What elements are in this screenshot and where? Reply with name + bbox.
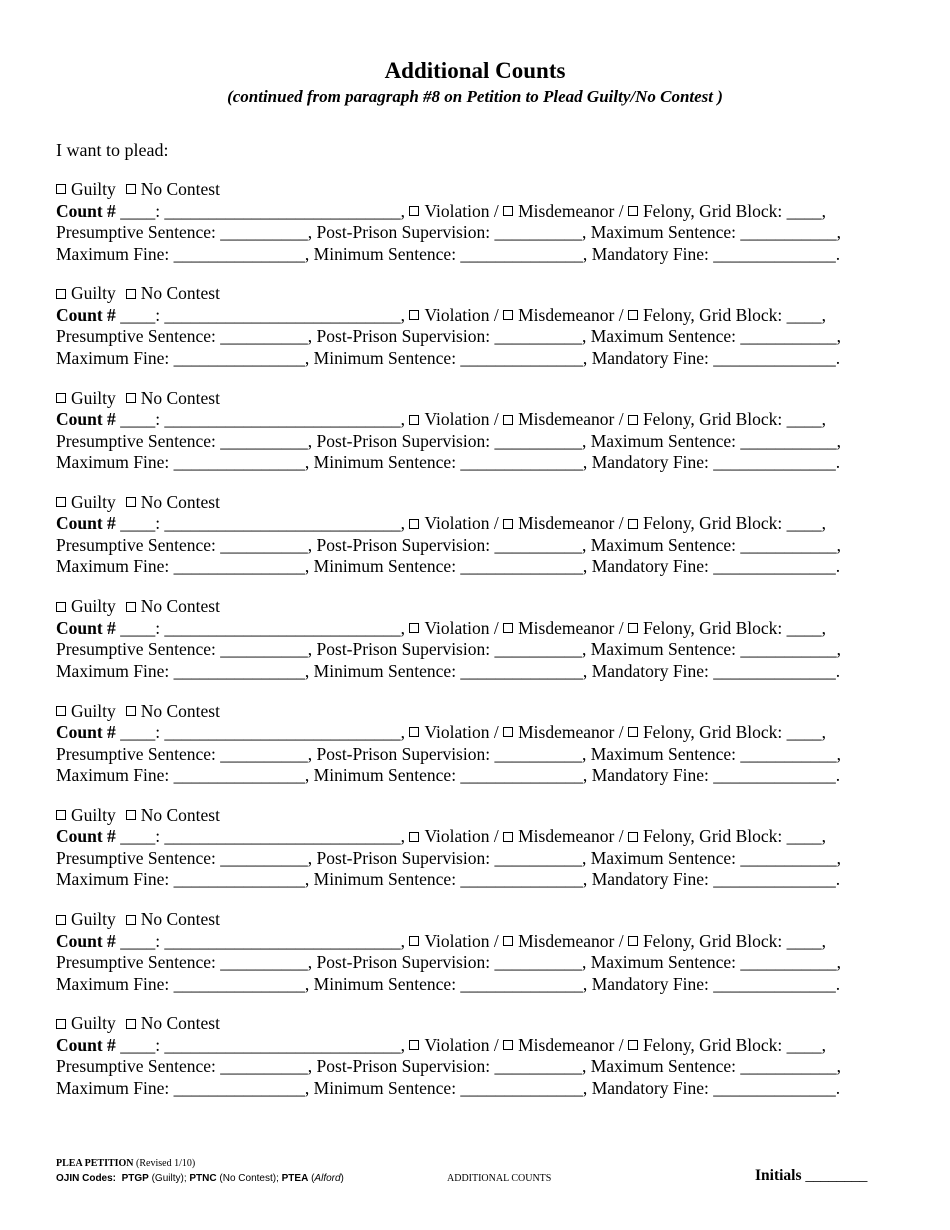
- felony-grid-block-field[interactable]: Felony, Grid Block: ____,: [642, 826, 827, 847]
- count-block: [56, 596, 896, 682]
- misdemeanor-label: Misdemeanor /: [518, 826, 628, 847]
- count-block: [56, 179, 896, 265]
- count-number-field[interactable]: ____: ___________________________,: [115, 513, 410, 534]
- guilty-label: Guilty: [71, 1013, 116, 1034]
- page-title: Additional Counts: [384, 58, 566, 83]
- guilty-label: Guilty: [71, 700, 116, 721]
- plea-choice-row: [56, 805, 896, 827]
- count-number-field[interactable]: ____: ___________________________,: [115, 930, 410, 951]
- presumptive-sentence-field[interactable]: Presumptive Sentence: __________,: [56, 952, 317, 973]
- mandatory-fine-field[interactable]: Mandatory Fine: ______________.: [591, 973, 841, 994]
- no-contest-checkbox[interactable]: [126, 497, 136, 507]
- felony-grid-block-field[interactable]: Felony, Grid Block: ____,: [642, 304, 827, 325]
- count-block: [56, 909, 896, 995]
- sentence-row: [56, 744, 896, 766]
- felony-grid-block-field[interactable]: Felony, Grid Block: ____,: [642, 722, 827, 742]
- violation-checkbox[interactable]: [409, 832, 419, 842]
- count-label: Count #: [56, 826, 116, 847]
- count-label: Count #: [56, 930, 116, 951]
- fine-row: [56, 348, 896, 370]
- presumptive-sentence-field[interactable]: Presumptive Sentence: __________,: [56, 1056, 317, 1077]
- guilty-checkbox[interactable]: [56, 497, 66, 507]
- maximum-fine-field[interactable]: Maximum Fine: _______________,: [56, 452, 314, 473]
- no-contest-label: No Contest: [140, 596, 220, 617]
- no-contest-label: No Contest: [140, 700, 220, 721]
- fine-row: [56, 452, 896, 474]
- presumptive-sentence-field[interactable]: Presumptive Sentence: __________,: [56, 326, 317, 347]
- felony-grid-block-field[interactable]: Felony, Grid Block: ____,: [642, 513, 827, 534]
- minimum-sentence-field[interactable]: Minimum Sentence: ______________,: [313, 243, 592, 264]
- maximum-fine-field[interactable]: Maximum Fine: _______________,: [56, 973, 314, 994]
- post-prison-supervision-field[interactable]: Post-Prison Supervision: __________,: [316, 847, 591, 868]
- guilty-label: Guilty: [71, 387, 116, 408]
- misdemeanor-checkbox[interactable]: [503, 519, 513, 529]
- fine-row: [56, 869, 896, 891]
- misdemeanor-label: Misdemeanor /: [518, 1034, 628, 1055]
- initials-field[interactable]: [755, 1167, 867, 1185]
- count-row: [56, 201, 896, 223]
- plea-choice-row: [56, 909, 896, 931]
- footer-section-name: ADDITIONAL COUNTS: [447, 1173, 552, 1184]
- ptgp-desc: (Guilty);: [151, 1173, 187, 1184]
- no-contest-label: No Contest: [140, 283, 220, 304]
- guilty-checkbox[interactable]: [56, 706, 66, 716]
- mandatory-fine-field[interactable]: Mandatory Fine: ______________.: [591, 452, 841, 473]
- violation-checkbox[interactable]: [409, 623, 419, 633]
- plea-intro: I want to plead:: [56, 140, 169, 160]
- violation-label: Violation /: [424, 200, 504, 221]
- count-number-field[interactable]: ____: ___________________________,: [115, 722, 410, 742]
- violation-label: Violation /: [424, 304, 504, 325]
- no-contest-checkbox[interactable]: [126, 602, 136, 612]
- mandatory-fine-field[interactable]: Mandatory Fine: ______________.: [591, 243, 841, 264]
- violation-checkbox[interactable]: [409, 415, 419, 425]
- minimum-sentence-field[interactable]: Minimum Sentence: ______________,: [313, 556, 592, 577]
- mandatory-fine-field[interactable]: Mandatory Fine: ______________.: [591, 1077, 841, 1098]
- count-row: [56, 1035, 896, 1057]
- guilty-checkbox[interactable]: [56, 1019, 66, 1029]
- maximum-sentence-field[interactable]: Maximum Sentence: ___________,: [590, 743, 842, 764]
- fine-row: [56, 765, 896, 787]
- felony-checkbox[interactable]: [628, 519, 638, 529]
- misdemeanor-checkbox[interactable]: [503, 832, 513, 842]
- ojin-codes-label: OJIN Codes:: [56, 1173, 117, 1184]
- felony-grid-block-field[interactable]: Felony, Grid Block: ____,: [642, 1034, 827, 1055]
- maximum-sentence-field[interactable]: Maximum Sentence: ___________,: [590, 326, 842, 347]
- minimum-sentence-field[interactable]: Minimum Sentence: ______________,: [313, 973, 592, 994]
- no-contest-label: No Contest: [140, 909, 220, 930]
- sentence-row: [56, 326, 896, 348]
- no-contest-label: No Contest: [140, 491, 220, 512]
- no-contest-checkbox[interactable]: [126, 810, 136, 820]
- violation-checkbox[interactable]: [409, 936, 419, 946]
- maximum-fine-field[interactable]: Maximum Fine: _______________,: [56, 869, 314, 890]
- count-block: [56, 805, 896, 891]
- count-number-field[interactable]: ____: ___________________________,: [115, 304, 410, 325]
- misdemeanor-label: Misdemeanor /: [518, 304, 628, 325]
- count-row: [56, 513, 896, 535]
- violation-label: Violation /: [424, 513, 504, 534]
- no-contest-label: No Contest: [140, 387, 220, 408]
- maximum-sentence-field[interactable]: Maximum Sentence: ___________,: [590, 847, 842, 868]
- guilty-checkbox[interactable]: [56, 810, 66, 820]
- misdemeanor-checkbox[interactable]: [503, 310, 513, 320]
- maximum-fine-field[interactable]: Maximum Fine: _______________,: [56, 660, 314, 681]
- violation-label: Violation /: [424, 826, 504, 847]
- maximum-fine-field[interactable]: Maximum Fine: _______________,: [56, 243, 314, 264]
- sentence-row: [56, 952, 896, 974]
- alford-label: Alford: [314, 1173, 341, 1184]
- count-label: Count #: [56, 304, 116, 325]
- minimum-sentence-field[interactable]: Minimum Sentence: ______________,: [313, 869, 592, 890]
- count-label: Count #: [56, 513, 116, 534]
- count-block: [56, 283, 896, 369]
- misdemeanor-label: Misdemeanor /: [518, 617, 628, 638]
- fine-row: [56, 974, 896, 996]
- fine-row: [56, 661, 896, 683]
- presumptive-sentence-field[interactable]: Presumptive Sentence: __________,: [56, 847, 317, 868]
- minimum-sentence-field[interactable]: Minimum Sentence: ______________,: [313, 452, 592, 473]
- count-number-field[interactable]: ____: ___________________________,: [115, 617, 410, 638]
- post-prison-supervision-field[interactable]: Post-Prison Supervision: __________,: [316, 952, 591, 973]
- count-row: [56, 305, 896, 327]
- felony-checkbox[interactable]: [628, 415, 638, 425]
- fine-row: [56, 244, 896, 266]
- count-row: [56, 722, 896, 744]
- post-prison-supervision-field[interactable]: Post-Prison Supervision: __________,: [316, 639, 591, 660]
- count-number-field[interactable]: ____: ___________________________,: [115, 409, 410, 430]
- no-contest-label: No Contest: [140, 179, 220, 199]
- presumptive-sentence-field[interactable]: Presumptive Sentence: __________,: [56, 534, 317, 555]
- guilty-checkbox[interactable]: [56, 289, 66, 299]
- count-row: [56, 931, 896, 953]
- post-prison-supervision-field[interactable]: Post-Prison Supervision: __________,: [316, 222, 591, 242]
- no-contest-checkbox[interactable]: [126, 915, 136, 925]
- post-prison-supervision-field[interactable]: Post-Prison Supervision: __________,: [316, 1056, 591, 1077]
- count-block: [56, 1013, 896, 1099]
- maximum-sentence-field[interactable]: Maximum Sentence: ___________,: [590, 430, 842, 451]
- form-name: PLEA PETITION: [56, 1158, 134, 1169]
- felony-grid-block-field[interactable]: Felony, Grid Block: ____,: [642, 617, 827, 638]
- sentence-row: [56, 1056, 896, 1078]
- mandatory-fine-field[interactable]: Mandatory Fine: ______________.: [591, 869, 841, 890]
- guilty-checkbox[interactable]: [56, 393, 66, 403]
- guilty-checkbox[interactable]: [56, 915, 66, 925]
- footer-ojin-codes: OJIN Codes: PTGP (Guilty); PTNC (No Contest); PTEA (Alford): [56, 1173, 344, 1184]
- misdemeanor-label: Misdemeanor /: [518, 409, 628, 430]
- maximum-fine-field[interactable]: Maximum Fine: _______________,: [56, 347, 314, 368]
- maximum-fine-field[interactable]: Maximum Fine: _______________,: [56, 1077, 314, 1098]
- misdemeanor-checkbox[interactable]: [503, 1040, 513, 1050]
- guilty-label: Guilty: [71, 179, 116, 199]
- misdemeanor-checkbox[interactable]: [503, 936, 513, 946]
- mandatory-fine-field[interactable]: Mandatory Fine: ______________.: [591, 556, 841, 577]
- felony-checkbox[interactable]: [628, 727, 638, 737]
- felony-grid-block-field[interactable]: Felony, Grid Block: ____,: [642, 200, 827, 221]
- violation-label: Violation /: [424, 617, 504, 638]
- plea-choice-row: [56, 283, 896, 305]
- misdemeanor-checkbox[interactable]: [503, 206, 513, 216]
- initials-label: Initials: [755, 1167, 802, 1184]
- felony-checkbox[interactable]: [628, 206, 638, 216]
- guilty-checkbox[interactable]: [56, 184, 66, 194]
- count-row: [56, 409, 896, 431]
- fine-row: [56, 556, 896, 578]
- presumptive-sentence-field[interactable]: Presumptive Sentence: __________,: [56, 430, 317, 451]
- guilty-label: Guilty: [71, 596, 116, 617]
- fine-row: [56, 1078, 896, 1100]
- revision-date: (Revised 1/10): [136, 1158, 196, 1169]
- plea-choice-row: [56, 492, 896, 514]
- no-contest-checkbox[interactable]: [126, 184, 136, 194]
- count-label: Count #: [56, 722, 116, 742]
- post-prison-supervision-field[interactable]: Post-Prison Supervision: __________,: [316, 326, 591, 347]
- count-label: Count #: [56, 409, 116, 430]
- guilty-checkbox[interactable]: [56, 602, 66, 612]
- felony-grid-block-field[interactable]: Felony, Grid Block: ____,: [642, 930, 827, 951]
- count-label: Count #: [56, 1034, 116, 1055]
- post-prison-supervision-field[interactable]: Post-Prison Supervision: __________,: [316, 743, 591, 764]
- no-contest-checkbox[interactable]: [126, 289, 136, 299]
- count-row: [56, 826, 896, 848]
- ptea-code: PTEA: [281, 1173, 309, 1184]
- count-block: [56, 492, 896, 578]
- count-number-field[interactable]: ____: ___________________________,: [115, 1034, 410, 1055]
- maximum-sentence-field[interactable]: Maximum Sentence: ___________,: [590, 222, 842, 242]
- count-label: Count #: [56, 617, 116, 638]
- felony-checkbox[interactable]: [628, 1040, 638, 1050]
- sentence-row: [56, 431, 896, 453]
- count-block: [56, 388, 896, 474]
- sentence-row: [56, 535, 896, 557]
- guilty-label: Guilty: [71, 491, 116, 512]
- maximum-sentence-field[interactable]: Maximum Sentence: ___________,: [590, 952, 842, 973]
- no-contest-checkbox[interactable]: [126, 1019, 136, 1029]
- violation-checkbox[interactable]: [409, 206, 419, 216]
- minimum-sentence-field[interactable]: Minimum Sentence: ______________,: [313, 660, 592, 681]
- guilty-label: Guilty: [71, 909, 116, 930]
- misdemeanor-label: Misdemeanor /: [518, 513, 628, 534]
- minimum-sentence-field[interactable]: Minimum Sentence: ______________,: [313, 347, 592, 368]
- felony-grid-block-field[interactable]: Felony, Grid Block: ____,: [642, 409, 827, 430]
- no-contest-label: No Contest: [140, 1013, 220, 1034]
- maximum-sentence-field[interactable]: Maximum Sentence: ___________,: [590, 534, 842, 555]
- page-subtitle: (continued from paragraph #8 on Petition to Plead Guilty/No Contest ): [227, 87, 723, 106]
- violation-checkbox[interactable]: [409, 519, 419, 529]
- violation-checkbox[interactable]: [409, 310, 419, 320]
- violation-checkbox[interactable]: [409, 727, 419, 737]
- maximum-sentence-field[interactable]: Maximum Sentence: ___________,: [590, 639, 842, 660]
- violation-label: Violation /: [424, 1034, 504, 1055]
- violation-label: Violation /: [424, 722, 504, 742]
- sentence-row: [56, 639, 896, 661]
- felony-checkbox[interactable]: [628, 623, 638, 633]
- no-contest-checkbox[interactable]: [126, 706, 136, 716]
- no-contest-checkbox[interactable]: [126, 393, 136, 403]
- ptnc-desc: (No Contest);: [219, 1173, 279, 1184]
- count-number-field[interactable]: ____: ___________________________,: [115, 826, 410, 847]
- count-number-field[interactable]: ____: ___________________________,: [115, 200, 410, 221]
- misdemeanor-label: Misdemeanor /: [518, 930, 628, 951]
- no-contest-label: No Contest: [140, 804, 220, 825]
- presumptive-sentence-field[interactable]: Presumptive Sentence: __________,: [56, 222, 317, 242]
- felony-checkbox[interactable]: [628, 936, 638, 946]
- initials-blank: ________: [805, 1167, 868, 1184]
- count-block: [56, 701, 896, 787]
- plea-choice-row: [56, 1013, 896, 1035]
- count-row: [56, 618, 896, 640]
- maximum-fine-field[interactable]: Maximum Fine: _______________,: [56, 556, 314, 577]
- felony-checkbox[interactable]: [628, 310, 638, 320]
- presumptive-sentence-field[interactable]: Presumptive Sentence: __________,: [56, 743, 317, 764]
- violation-label: Violation /: [424, 930, 504, 951]
- misdemeanor-checkbox[interactable]: [503, 727, 513, 737]
- misdemeanor-label: Misdemeanor /: [518, 200, 628, 221]
- ptgp-code: PTGP: [121, 1173, 149, 1184]
- guilty-label: Guilty: [71, 804, 116, 825]
- post-prison-supervision-field[interactable]: Post-Prison Supervision: __________,: [316, 534, 591, 555]
- ptnc-code: PTNC: [189, 1173, 217, 1184]
- felony-checkbox[interactable]: [628, 832, 638, 842]
- violation-checkbox[interactable]: [409, 1040, 419, 1050]
- mandatory-fine-field[interactable]: Mandatory Fine: ______________.: [591, 765, 841, 785]
- sentence-row: [56, 222, 896, 244]
- maximum-fine-field[interactable]: Maximum Fine: _______________,: [56, 765, 314, 785]
- presumptive-sentence-field[interactable]: Presumptive Sentence: __________,: [56, 639, 317, 660]
- minimum-sentence-field[interactable]: Minimum Sentence: ______________,: [313, 765, 592, 785]
- post-prison-supervision-field[interactable]: Post-Prison Supervision: __________,: [316, 430, 591, 451]
- plea-choice-row: [56, 701, 896, 723]
- footer-form-name: [56, 1157, 195, 1170]
- mandatory-fine-field[interactable]: Mandatory Fine: ______________.: [591, 660, 841, 681]
- count-label: Count #: [56, 200, 116, 221]
- plea-choice-row: [56, 596, 896, 618]
- misdemeanor-checkbox[interactable]: [503, 623, 513, 633]
- guilty-label: Guilty: [71, 283, 116, 304]
- plea-choice-row: [56, 388, 896, 410]
- sentence-row: [56, 848, 896, 870]
- plea-choice-row: [56, 179, 896, 201]
- minimum-sentence-field[interactable]: Minimum Sentence: ______________,: [313, 1077, 592, 1098]
- mandatory-fine-field[interactable]: Mandatory Fine: ______________.: [591, 347, 841, 368]
- misdemeanor-checkbox[interactable]: [503, 415, 513, 425]
- misdemeanor-label: Misdemeanor /: [518, 722, 628, 742]
- maximum-sentence-field[interactable]: Maximum Sentence: ___________,: [590, 1056, 842, 1077]
- violation-label: Violation /: [424, 409, 504, 430]
